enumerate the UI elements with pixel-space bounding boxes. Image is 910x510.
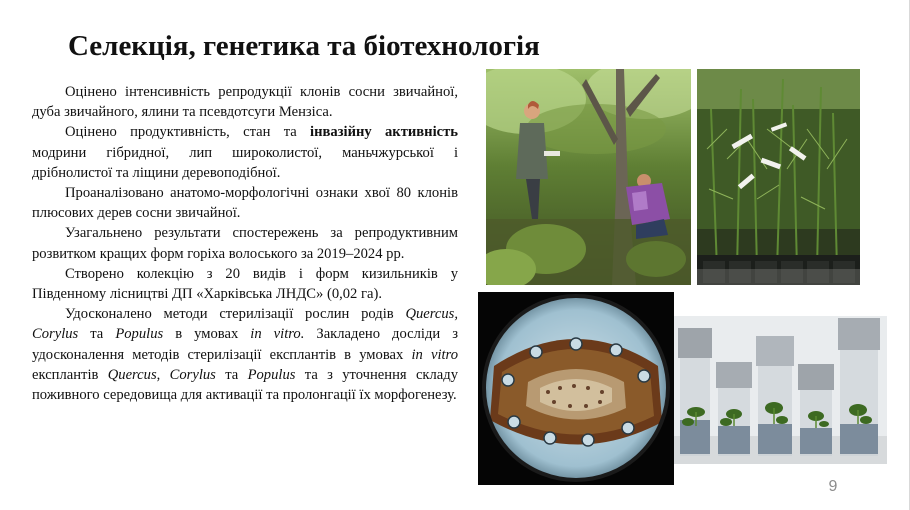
text-run: in vitro [411,346,458,363]
text-run: Quercus [107,366,157,383]
text-run: Populus [115,326,164,343]
photo-forest-researchers [486,69,691,285]
text-run: in vitro. [250,326,305,343]
text-run: Quercus, Corylus [32,306,458,343]
photo-pine-seedlings [697,69,860,285]
text-run: Удосконалено методи стерилізації рослин родів [65,306,406,323]
body-text [32,82,458,405]
text-run: та [78,326,116,343]
text-run: модрини гібридної, лип широколистої, маньчжурської і дрібнолистої та ліщини деревоподібної. [32,144,458,181]
text-run: інвазійну активність [310,124,458,141]
slide-title: Селекція, генетика та біотехнологія [68,30,540,62]
photo-microscope-needle-section [478,292,674,485]
body-paragraph [32,122,458,183]
text-run: та [215,366,248,383]
text-run: Populus [247,366,296,383]
text-run: Проаналізовано анатомо-морфологічні ознаки хвої 80 клонів плюсових дерев сосни звичайної. [32,185,458,222]
text-run: та з уточнення складу поживного середовища для активації та пролонгації їх морфогенезу. [32,366,458,404]
body-paragraph [32,223,458,263]
body-paragraph [32,82,458,122]
text-run: Оцінено інтенсивність репродукції клонів сосни звичайної, дуба звичайного, ялини та псевдотсуги Мензіса. [32,84,458,121]
text-run: , [156,366,170,383]
page-number: 9 [828,478,838,495]
body-paragraph [32,304,458,405]
text-run: Узагальнено результати спостережень за репродуктивним розвитком кращих форм горіха волоського за 2019–2024 рр. [32,225,458,262]
text-run: Оцінено продуктивність, стан та [65,124,311,141]
text-run: Corylus [169,366,216,383]
body-paragraph [32,183,458,223]
text-run: експлантів [32,366,108,383]
body-paragraph [32,264,458,304]
text-run: Створено колекцію з 20 видів і форм кизильників у Південному лісництві ДП «Харківська ЛНДС» (0,02 га). [32,265,458,303]
photo-in-vitro-jars [674,316,887,464]
text-run: в умовах [163,326,251,343]
text-run: Закладено досліди з удосконалення методів стерилізації експлантів в умовах [32,326,458,363]
